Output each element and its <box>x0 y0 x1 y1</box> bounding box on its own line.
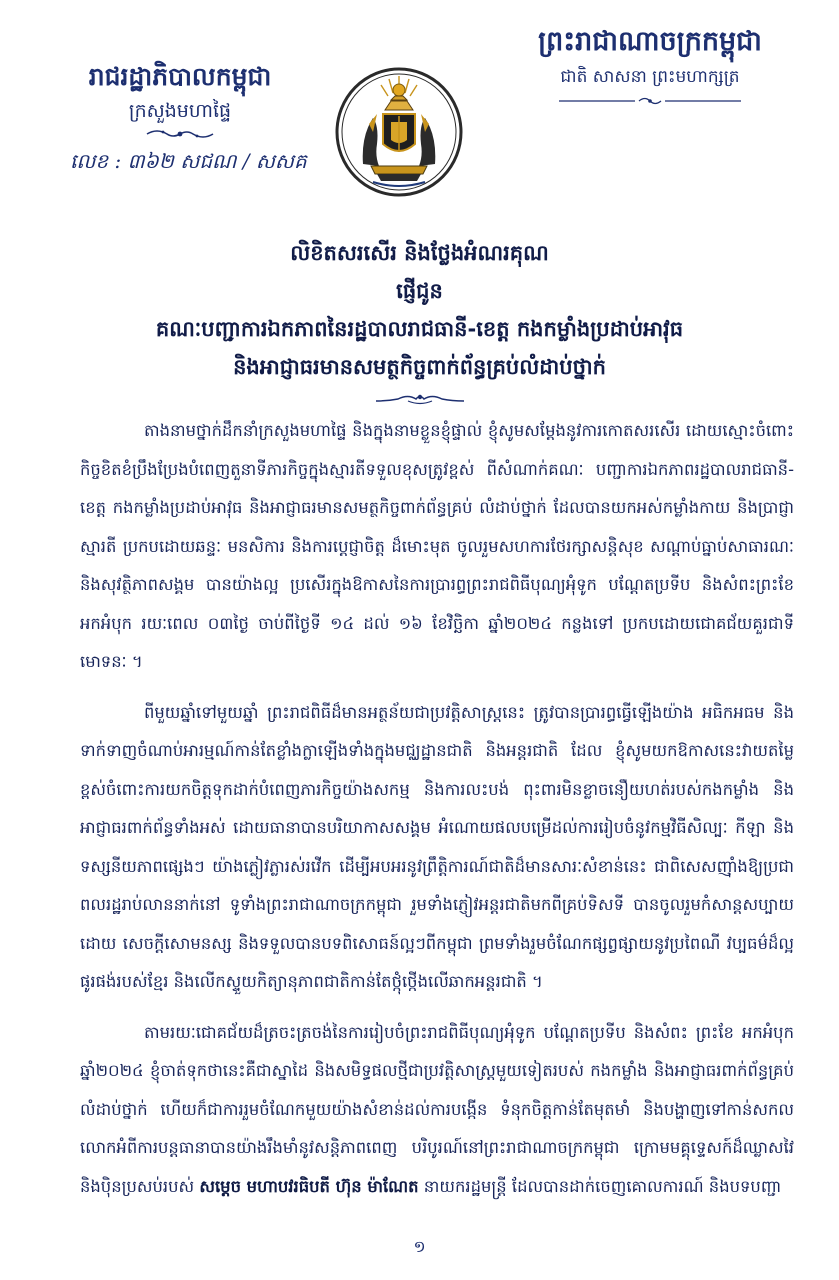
motto-ornament-icon <box>555 96 745 106</box>
title-line-4: និងអាជ្ញាធរមានសមត្ថកិច្ចពាក់ព័ន្ធគ្រប់លំដាប់ថ្នាក់ <box>233 355 606 379</box>
government-name: រាជរដ្ឋាភិបាលកម្ពុជា <box>88 62 272 91</box>
national-motto: ជាតិ សាសនា ព្រះមហាក្សត្រ <box>560 67 740 87</box>
paragraph-3-text: តាមរយៈជោគជ័យដ៏ត្រចះត្រចង់នៃការរៀបចំព្រះរាជពិធីបុណ្យអុំទូក បណ្ដែតប្រទីប និងសំពះ ព្រះខែ អកអំបុក ឆ្នាំ២០២៤ ខ្ញុំចាត់ទុកថានេះគឺជាស្នាដៃ និងសមិទ្ធផលថ្មីជាប្រវត្តិសាស្ត្រមួយទៀតរបស់ កងកម្លាំង និងអាជ្ញាធរពាក់ព័ន្ធគ្រប់លំដាប់ថ្នាក់ ហើយក៏ជាការរួមចំណែកមួយយ៉ាងសំខាន់ដល់ការបង្កើន ទំនុកចិត្តកាន់តែមុតមាំ និងបង្ហាញទៅកាន់សកលលោកអំពីការបន្តធានាបានយ៉ាងរឹងមាំនូវសន្តិភាពពេញ បរិបូរណ៍នៅព្រះរាជាណាចក្រកម្ពុជា ក្រោមមគ្គុទ្ទេសក៍ដ៏ឈ្លាសវៃ និងប៉ិនប្រសប់របស់ <box>80 1022 794 1196</box>
title-line-1: លិខិតសរសើរ និងថ្លែងអំណរគុណ <box>290 241 549 265</box>
body-paragraph-3 <box>80 1014 794 1207</box>
kingdom-name: ព្រះរាជាណាចក្រកម្ពុជា <box>538 26 762 57</box>
title-ornament-icon <box>350 392 490 410</box>
prime-minister-name: សម្ដេច មហាបវរធិបតី ហ៊ុន ម៉ាណែត <box>199 1176 419 1196</box>
title-line-2: ផ្ញើជូន <box>396 279 443 303</box>
title-line-3: គណៈបញ្ជាការឯកភាពនៃរដ្ឋបាលរាជធានី-ខេត្ត កងកម្លាំងប្រដាប់អាវុធ <box>155 317 684 341</box>
paragraph-3-continuation: នាយករដ្ឋមន្ត្រី ដែលបានដាក់ចេញគោលការណ៍ និងបទបញ្ជា <box>423 1176 782 1196</box>
kingdom-header <box>520 22 780 106</box>
header-ornament-icon <box>70 126 290 146</box>
ministry-name: ក្រសួងមហាផ្ទៃ <box>128 100 232 122</box>
letter-body <box>80 412 794 1218</box>
ministry-header <box>70 58 290 146</box>
body-paragraph-2: ពីមួយឆ្នាំទៅមួយឆ្នាំ ព្រះរាជពិធីដ៏មានអត្ថន័យជាប្រវត្តិសាស្ត្រនេះ ត្រូវបានប្រារព្ធធ្វើឡើងយ៉ាង អធិកអធម និងទាក់ទាញចំណាប់អារម្មណ៍កាន់តែខ្លាំងក្លាឡើងទាំងក្នុងមជ្ឈដ្ឋានជាតិ និងអន្តរជាតិ ដែល ខ្ញុំសូមយកឱកាសនេះវាយតម្លៃខ្ពស់ចំពោះការយកចិត្តទុកដាក់បំពេញភារកិច្ចយ៉ាងសកម្ម និងការលះបង់ ពុះពារមិនខ្លាចនឿយហត់របស់កងកម្លាំង និងអាជ្ញាធរពាក់ព័ន្ធទាំងអស់ ដោយធានាបានបរិយាកាសសង្គម អំណោយផលបម្រើដល់ការរៀបចំនូវកម្មវិធីសិល្បៈ កីឡា និងទស្សនីយភាពផ្សេងៗ យ៉ាងភ្លៀវភ្លា​រស់រវើក ដើម្បីអបអរនូវព្រឹត្តិការណ៍ជាតិដ៏មានសារៈសំខាន់នេះ ជាពិសេសញ៉ាំងឱ្យប្រជាពលរដ្ឋរាប់លាននាក់នៅ ទូទាំងព្រះរាជាណាចក្រកម្ពុជា រួមទាំងភ្ញៀវអន្តរជាតិមកពីគ្រប់ទិសទី បានចូលរួមកំសាន្តសប្បាយដោយ សេចក្ដីសោមនស្ស និងទទួលបានបទពិសោធន៍ល្អៗពីកម្ពុជា ព្រមទាំងរួមចំណែកផ្សព្វផ្សាយនូវប្រពៃណី វប្បធម៌ដ៏ល្អផូរផង់របស់ខ្មែរ និងលើកស្ទួយកិត្យានុភាពជាតិកាន់តែថ្កុំថ្កើងលើឆាកអន្តរជាតិ ។ <box>80 702 794 991</box>
royal-arms-emblem-icon <box>333 66 465 198</box>
reference-number: លេខ : ៣៦២ សជណ / សសគ <box>70 149 307 173</box>
letter-title <box>60 234 779 386</box>
body-paragraph-1: តាងនាមថ្នាក់ដឹកនាំក្រសួងមហាផ្ទៃ និងក្នុងនាមខ្លួនខ្ញុំផ្ទាល់ ខ្ញុំសូមសម្ដែងនូវការកោតសរសើរ ដោយស្មោះចំពោះកិច្ចខិតខំប្រឹងប្រែងបំពេញតួនាទីភារកិច្ចក្នុងស្មារតីទទួលខុសត្រូវខ្ពស់ ពីសំណាក់គណៈ បញ្ជាការឯកភាពរដ្ឋបាលរាជធានី-ខេត្ត កងកម្លាំងប្រដាប់អាវុធ និងអាជ្ញាធរមានសមត្ថកិច្ចពាក់ព័ន្ធគ្រប់ លំដាប់ថ្នាក់ ដែលបានយកអស់កម្លាំងកាយ និងប្រាជ្ញាស្មារតី ប្រកបដោយឆន្ទៈ មនសិការ និងការប្ដេជ្ញាចិត្ត ដ៏មោះមុត ចូលរួមសហការថែរក្សាសន្តិសុខ សណ្ដាប់ធ្នាប់សាធារណៈ និងសុវត្ថិភាពសង្គម បានយ៉ាងល្អ ប្រសើរក្នុងឱកាសនៃការប្រារព្ធព្រះរាជពិធីបុណ្យអុំទូក បណ្ដែតប្រទីប និងសំពះព្រះខែ អកអំបុក រយៈពេល ០៣ថ្ងៃ ចាប់ពីថ្ងៃទី ១៤ ដល់ ១៦ ខែវិច្ឆិកា ឆ្នាំ២០២៤ កន្លងទៅ ប្រកបដោយជោគជ័យគួរជាទីមោទនៈ ។ <box>80 421 794 671</box>
page-number: ១ <box>413 1237 426 1256</box>
